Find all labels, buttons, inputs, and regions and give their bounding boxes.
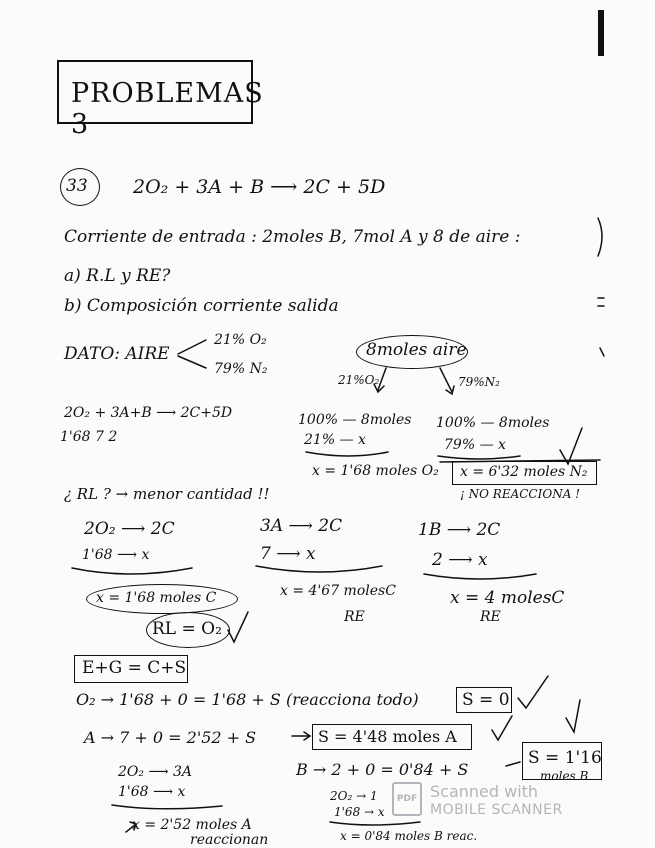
no-reacciona: ¡ NO REACCIONA ! [460, 487, 580, 501]
dato-o2: 21% O₂ [214, 332, 267, 348]
calc2-line2: 79% — x [444, 437, 506, 453]
sub1-result-2: reaccionan [190, 832, 269, 848]
sub1-arrow [126, 822, 136, 832]
edge-bracket [598, 218, 602, 256]
rl1-line1: 2O₂ ⟶ 2C [84, 519, 175, 539]
top-underline [440, 460, 600, 462]
coefficient-row: 1'68 7 2 [60, 429, 118, 445]
rl3-brace [424, 574, 536, 579]
balance-b-unit: moles B [540, 769, 589, 783]
reaction-equation: 2O₂ + 3A + B ⟶ 2C + 5D [133, 176, 386, 198]
calc2-brace [438, 456, 520, 459]
rl-question: ¿ RL ? → menor cantidad !! [64, 485, 270, 503]
pct-79: 79%N₂ [458, 375, 500, 389]
pdf-icon: PDF [392, 782, 422, 816]
balance-o2: O₂ → 1'68 + 0 = 1'68 + S (reacciona todo) [76, 690, 419, 709]
edge-mark-a [598, 298, 604, 306]
question-a: a) R.L y RE? [64, 266, 171, 286]
balance-equation: E+G = C+S [82, 658, 187, 678]
calc1-brace [306, 452, 388, 456]
rl3-result: x = 4 molesC [450, 588, 565, 608]
reaction-equation-2: 2O₂ + 3A+B ⟶ 2C+5D [64, 405, 233, 421]
moles-aire: 8moles aire [366, 340, 467, 360]
balance-a-result: S = 4'48 moles A [318, 727, 457, 746]
question-b: b) Composición corriente salida [64, 296, 339, 316]
rl2-tag: RE [344, 609, 365, 625]
check-6-32 [560, 428, 582, 464]
sub1-result: x = 2'52 moles A [132, 817, 252, 833]
rl3-line1: 1B ⟶ 2C [418, 520, 501, 540]
edge-mark-b [600, 348, 604, 356]
sub1-underline [112, 805, 222, 809]
arrow-to-s448 [292, 732, 310, 740]
check-448 [492, 716, 512, 740]
dato-label: DATO: AIRE [64, 344, 170, 364]
check-s0 [518, 676, 548, 708]
entrada-text: Corriente de entrada : 2moles B, 7mol A y 8 de aire : [64, 227, 521, 247]
balance-a: A → 7 + 0 = 2'52 + S [84, 728, 257, 747]
rl-result: RL = O₂ [152, 619, 222, 639]
dato-arrow-down [178, 356, 206, 368]
sub1-line1: 2O₂ ⟶ 3A [118, 764, 192, 780]
rl2-result: x = 4'67 molesC [280, 583, 396, 599]
rl2-line1: 3A ⟶ 2C [260, 516, 343, 536]
watermark-line2: MOBILE SCANNER [430, 802, 563, 818]
dato-arrow-up [178, 340, 206, 354]
balance-o2-result: S = 0 [462, 690, 510, 710]
rl3-tag: RE [480, 609, 501, 625]
arrow-to-s116 [506, 762, 520, 766]
arrow-to-79 [440, 368, 454, 394]
pct-21: 21%O₂ [338, 373, 380, 387]
calc1-line2: 21% — x [304, 432, 366, 448]
sub2-underline [330, 822, 420, 825]
rl3-line2: 2 ⟶ x [432, 550, 488, 570]
problem-number: 33 [66, 176, 88, 196]
calc2-line1: 100% — 8moles [436, 415, 550, 431]
sub2-line2: 1'68 → x [334, 805, 385, 819]
dato-n2: 79% N₂ [214, 361, 268, 377]
arrow-to-21 [374, 368, 386, 392]
balance-b-result: S = 1'16 [528, 748, 602, 768]
sub2-line1: 2O₂ → 1 [330, 789, 378, 803]
rl2-line2: 7 ⟶ x [260, 544, 316, 564]
page-title: PROBLEMAS 3 [71, 78, 264, 140]
rl1-result: x = 1'68 moles C [96, 590, 217, 606]
check-rl [228, 612, 248, 642]
calc1-line1: 100% — 8moles [298, 412, 412, 428]
watermark-line1: Scanned with [430, 782, 539, 801]
balance-b: B → 2 + 0 = 0'84 + S [296, 760, 469, 779]
sub2-result: x = 0'84 moles B reac. [340, 829, 478, 843]
rl2-brace [256, 566, 382, 572]
rl1-brace [72, 568, 192, 574]
rl1-line2: 1'68 ⟶ x [82, 547, 150, 563]
check-116 [566, 700, 580, 732]
sub1-line2: 1'68 ⟶ x [118, 784, 186, 800]
calc1-result: x = 1'68 moles O₂ [312, 463, 439, 479]
calc2-result: x = 6'32 moles N₂ [460, 464, 588, 480]
